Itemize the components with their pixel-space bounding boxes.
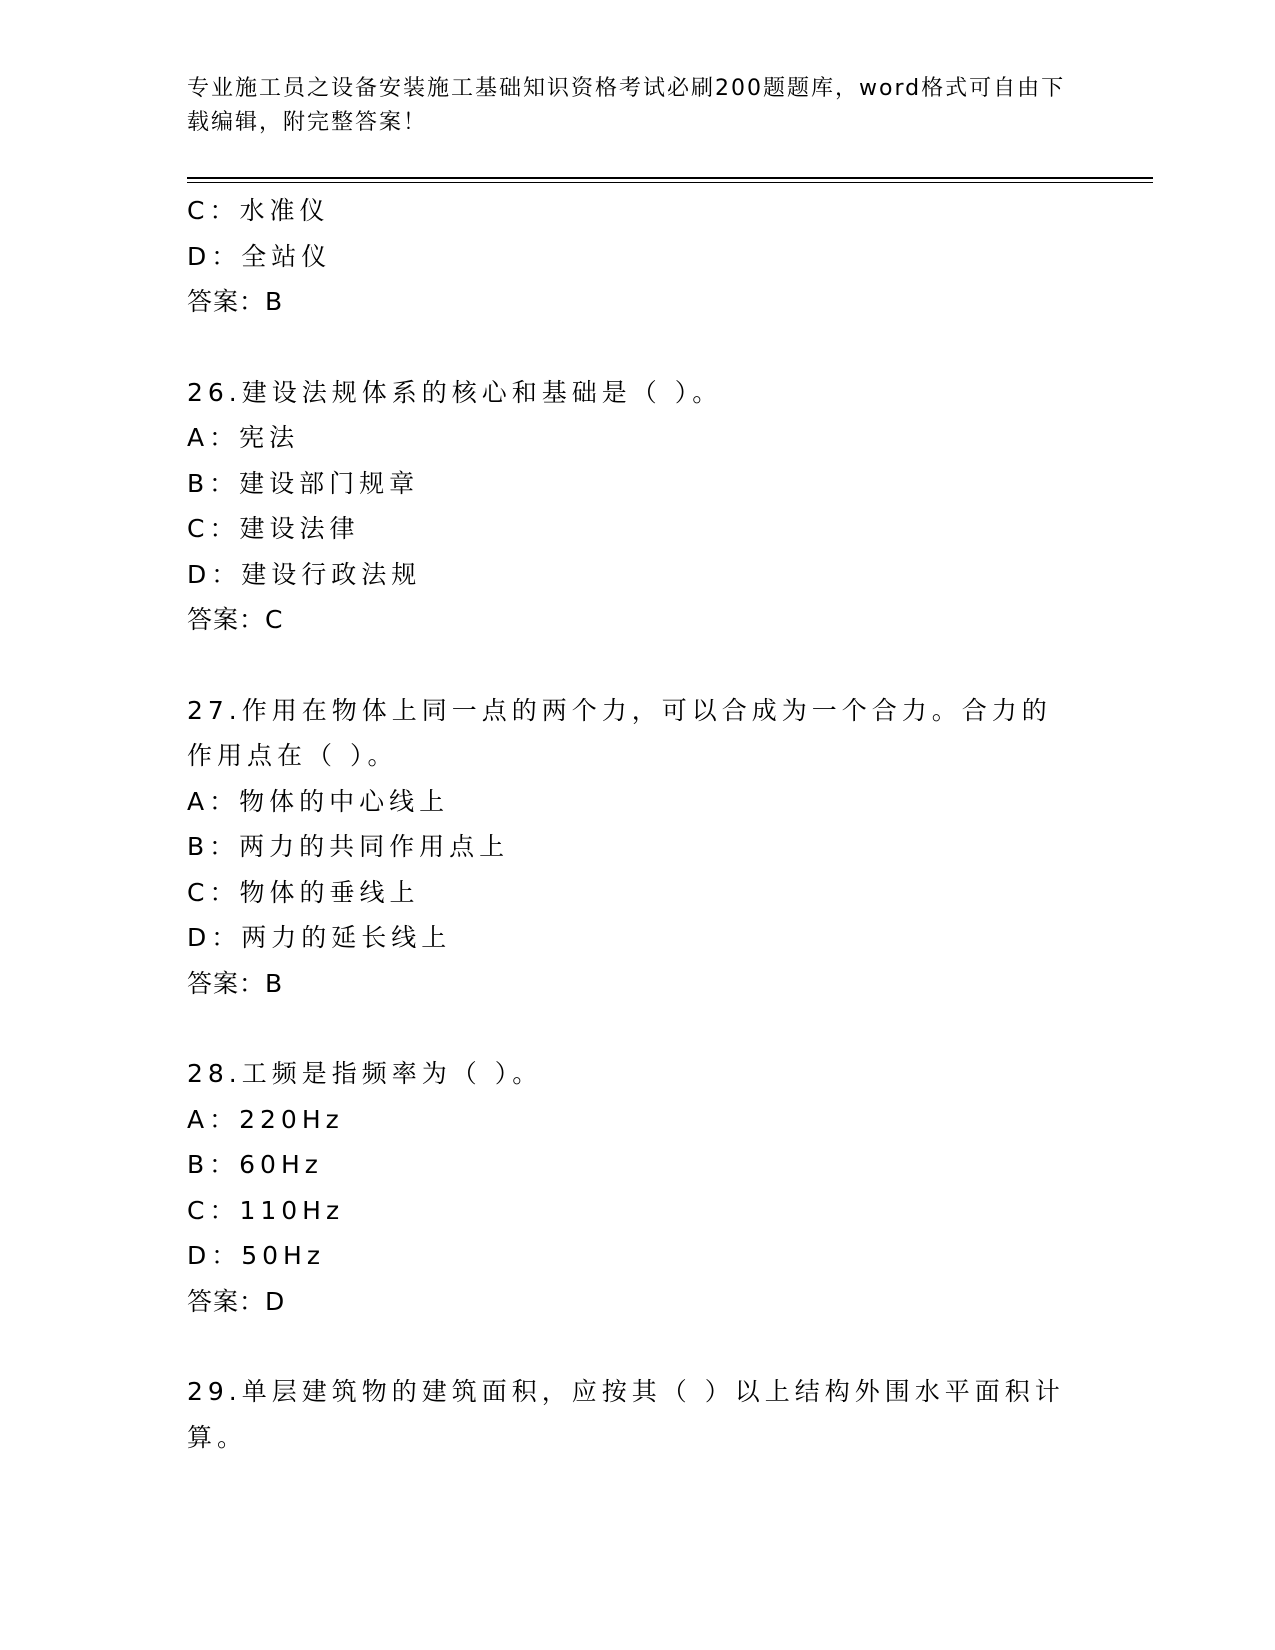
question-block-26 [187,370,1087,643]
spacer [187,1006,1087,1051]
question-block-27 [187,688,1087,1007]
option-d: D：两力的延长线上 [187,923,452,952]
header-rule-thick [187,177,1153,179]
option-c: C：物体的垂线上 [187,877,420,907]
header-rule-thin [187,182,1153,183]
option-c: C：水准仪 [187,196,330,225]
answer-line: 答案：B [187,287,284,316]
option-c: C：110Hz [187,1195,345,1225]
question-list [187,188,1087,1460]
option-a: A：宪法 [187,423,300,452]
question-block-25 [187,188,1087,325]
option-b: B：建设部门规章 [187,468,420,498]
spacer [187,1324,1087,1369]
spacer [187,325,1087,370]
spacer [187,643,1087,688]
document-header: 专业施工员之设备安装施工基础知识资格考试必刷200题题库，word格式可自由下载编辑，附完整答案！ [187,76,1066,135]
question-block-28 [187,1051,1087,1324]
option-b: B：60Hz [187,1150,323,1179]
question-block-29 [187,1369,1087,1460]
option-c: C：建设法律 [187,514,360,543]
option-d: D：50Hz [187,1241,325,1270]
option-d: D：全站仪 [187,241,332,271]
question-stem: 28.工频是指频率为（ ）。 [187,1059,543,1088]
option-d: D：建设行政法规 [187,559,422,589]
option-a: A：物体的中心线上 [187,786,450,816]
question-stem: 26.建设法规体系的核心和基础是（ ）。 [187,377,723,407]
option-a: A：220Hz [187,1104,344,1134]
question-stem: 27.作用在物体上同一点的两个力，可以合成为一个合力。合力的作用点在（ ）。 [187,695,1052,770]
answer-line: 答案：C [187,605,284,634]
answer-line: 答案：D [187,1286,286,1316]
option-b: B：两力的共同作用点上 [187,832,510,861]
answer-line: 答案：B [187,968,284,998]
question-stem: 29.单层建筑物的建筑面积，应按其（ ）以上结构外围水平面积计算。 [187,1377,1065,1452]
